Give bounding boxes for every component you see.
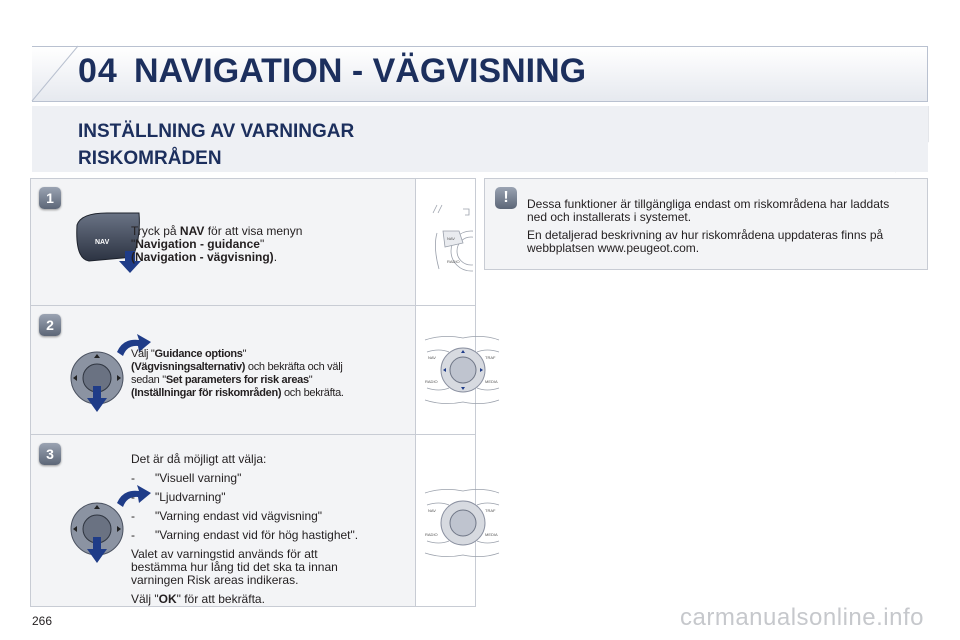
step-1-text: Tryck på NAV för att visa menyn "Navigation - guidance" (Navigation - vägvisning).	[131, 224, 303, 264]
page-number: 266	[32, 614, 53, 628]
watermark: carmanualsonline.info	[680, 604, 924, 631]
step-3-text	[131, 453, 358, 606]
step-divider	[415, 179, 416, 305]
panel-label-media: MEDIA	[485, 532, 498, 537]
step-2-box	[30, 306, 498, 435]
warning-box	[484, 178, 928, 270]
step-2-text: Välj "Guidance options" (Vägvisningsalternativ) och bekräfta och välj sedan "Set parameters for risk areas" (Inställningar för riskområden) och bekräfta.	[131, 348, 344, 399]
step-3-intro: Det är då möjligt att välja:	[131, 452, 267, 466]
section-title-line2: RISKOMRÅDEN	[78, 148, 222, 169]
control-panel-illustration	[423, 487, 503, 559]
warning-text: Dessa funktioner är tillgängliga endast om riskområdena har laddats ned och installerats i systemet. En detaljerad beskrivning av hur riskområdena uppdateras finns på webbplatsen www.peugeot.com.	[527, 197, 890, 255]
list-item: - "Ljudvarning"	[131, 490, 226, 504]
list-item: - "Varning endast vid vägvisning"	[131, 509, 323, 523]
panel-label-nav: NAV	[447, 236, 455, 241]
panel-label-nav: NAV	[428, 508, 436, 513]
chapter-number: 04	[78, 52, 118, 90]
nav-panel-illustration	[423, 203, 473, 278]
panel-label-radio: RADIO	[425, 379, 438, 384]
step-3-confirm: Välj "OK" för att bekräfta.	[131, 592, 265, 606]
step-divider	[415, 435, 416, 606]
control-panel-illustration	[423, 334, 503, 406]
panel-label-nav: NAV	[428, 355, 436, 360]
section-title-line1: INSTÄLLNING AV VARNINGAR	[78, 121, 355, 142]
step-divider	[415, 306, 416, 434]
panel-label-traf: TRAF	[485, 508, 496, 513]
list-item: - "Visuell varning"	[131, 471, 242, 485]
panel-label-radio: RADIO	[425, 532, 438, 537]
exclamation-icon: !	[495, 187, 517, 209]
step-3-box	[30, 435, 498, 607]
nav-key-label: NAV	[95, 239, 110, 246]
step-1-number: 1	[39, 187, 61, 209]
panel-label-media: MEDIA	[485, 379, 498, 384]
panel-label-traf: TRAF	[485, 355, 496, 360]
panel-label-radio: RADIO	[447, 259, 460, 264]
section-title	[78, 118, 354, 172]
step-3-number: 3	[39, 443, 61, 465]
list-item: - "Varning endast vid för hög hastighet".	[131, 528, 359, 542]
step-3-note: Valet av varningstid används för att bestämma hur lång tid det ska ta innan varningen Risk areas indikeras.	[131, 547, 338, 587]
step-2-number: 2	[39, 314, 61, 336]
chapter-title: NAVIGATION - VÄGVISNING	[134, 52, 587, 90]
step-1-box	[30, 178, 476, 306]
